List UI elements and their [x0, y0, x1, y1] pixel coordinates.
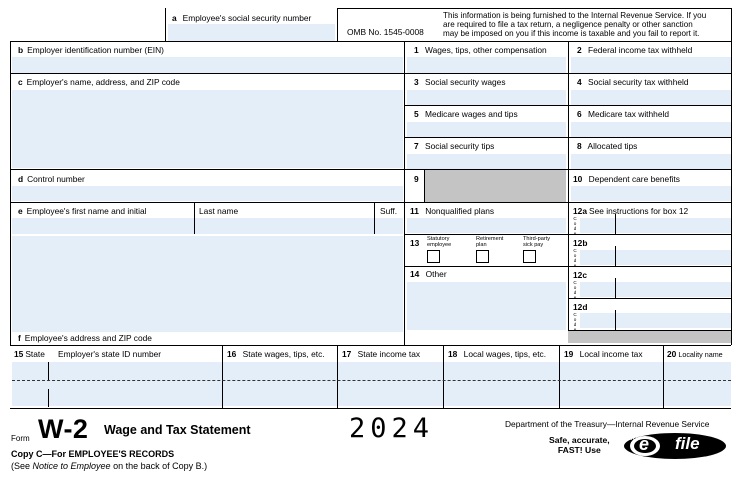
box16-text: State wages, tips, etc. [242, 349, 325, 359]
box10-input[interactable] [573, 187, 729, 200]
local-tax-input-2[interactable] [562, 389, 661, 404]
rule [568, 266, 731, 267]
box12c-code-input[interactable] [580, 283, 613, 296]
rule [615, 214, 616, 234]
rule [568, 41, 569, 204]
rule [568, 298, 731, 299]
box2-label [577, 45, 692, 55]
retirement-plan-checkbox[interactable] [476, 250, 489, 263]
third-party-sick-pay-checkbox[interactable] [523, 250, 536, 263]
box13-number: 13 [410, 238, 420, 248]
box13-label [410, 238, 423, 248]
box7-input[interactable] [409, 155, 564, 168]
suffix-label: Suff. [380, 206, 398, 216]
box18-number: 18 [448, 349, 458, 359]
efile-irs-text: IRS [629, 436, 640, 442]
irs-notice-line: may be imposed on you if this income is taxable and you fail to report it. [443, 29, 700, 38]
suffix-input[interactable] [377, 219, 402, 233]
irs-notice-line: are required to file a tax return, a negligence penalty or other sanction [443, 20, 693, 29]
state-tax-input-1[interactable] [340, 363, 441, 378]
rule [337, 345, 338, 408]
box8-label [577, 141, 637, 151]
box8-text: Allocated tips [587, 141, 638, 151]
box1-input[interactable] [409, 58, 564, 72]
statutory-employee-checkbox[interactable] [427, 250, 440, 263]
rule [404, 41, 405, 345]
box3-input[interactable] [409, 91, 564, 105]
rule [374, 202, 375, 234]
rule [404, 266, 568, 267]
box12a-code-letters: C o d e [573, 216, 577, 236]
form-title: Wage and Tax Statement [104, 423, 251, 437]
box-e-label [18, 206, 147, 216]
employer-name-input[interactable] [14, 92, 401, 166]
statutory-employee-label [427, 236, 451, 248]
rule [165, 8, 166, 42]
box12d-label [573, 302, 591, 312]
state-wages-input-1[interactable] [225, 363, 335, 378]
last-name-input[interactable] [197, 219, 372, 233]
box14-text: Other [425, 269, 447, 279]
box12c-number: 12c [573, 270, 587, 280]
form-name: W-2 [38, 414, 89, 444]
rule [194, 202, 195, 234]
box-a-text: Employee's social security number [182, 13, 312, 23]
thirdparty-line2: sick pay [523, 242, 544, 249]
box5-text: Medicare wages and tips [425, 109, 518, 119]
rule [615, 278, 616, 298]
box5-input[interactable] [409, 123, 564, 136]
box7-text: Social security tips [425, 141, 495, 151]
box12a-amount-input[interactable] [618, 219, 729, 232]
box12c-code-letters: C o d e [573, 280, 577, 300]
rule [731, 8, 732, 345]
box1-number: 1 [414, 45, 419, 55]
thirdparty-line1: Third-party [523, 236, 551, 242]
box16-number: 16 [227, 349, 237, 359]
rule [404, 105, 731, 106]
state-row-divider [12, 380, 731, 381]
form-word: Form [11, 434, 30, 443]
box12d-number: 12d [573, 302, 588, 312]
statutory-line1: Statutory [427, 236, 450, 242]
box7-label [414, 141, 494, 151]
rule [48, 362, 49, 380]
box12d-amount-input[interactable] [618, 314, 729, 327]
box4-input[interactable] [573, 91, 729, 105]
box12b-amount-input[interactable] [618, 251, 729, 264]
box14-label [410, 269, 447, 279]
box-c-label [18, 77, 180, 87]
box12d-code-input[interactable] [580, 314, 613, 327]
rule [48, 389, 49, 407]
rule [10, 169, 731, 170]
box2-text: Federal income tax withheld [588, 45, 693, 55]
ein-input[interactable] [14, 58, 401, 72]
box20-label [667, 349, 723, 360]
rule [424, 169, 425, 202]
state-code-input-1[interactable] [13, 363, 46, 378]
box-a-label [172, 13, 311, 23]
control-number-input[interactable] [14, 187, 401, 200]
box6-label [577, 109, 669, 119]
box-b-letter: b [18, 45, 24, 55]
box4-label [577, 77, 689, 87]
box4-text: Social security tax withheld [588, 77, 689, 87]
box12d-bottom-shade [568, 330, 731, 343]
box11-number: 11 [410, 206, 419, 216]
box3-text: Social security wages [425, 77, 506, 87]
box18-label [448, 349, 546, 359]
box5-label [414, 109, 518, 119]
copy-notice [11, 461, 207, 471]
box15-label [14, 349, 45, 359]
box16-label [227, 349, 325, 359]
omb-number: OMB No. 1545-0008 [347, 27, 424, 37]
box1-label [414, 45, 547, 55]
box15-number: 15 [14, 349, 24, 359]
box12a-number: 12a [573, 206, 587, 216]
box15-id-label: Employer's state ID number [58, 349, 162, 359]
box12b-code-input[interactable] [580, 251, 613, 264]
box10-text: Dependent care benefits [588, 174, 680, 184]
box12b-label [573, 238, 591, 248]
box-a-letter: a [172, 13, 177, 23]
box-e-text: Employee's first name and initial [26, 206, 147, 216]
safe-line1: Safe, accurate, [549, 435, 610, 445]
irs-notice-line: This information is being furnished to the Internal Revenue Service. If you [443, 11, 707, 20]
box17-text: State income tax [357, 349, 421, 359]
box4-number: 4 [577, 77, 582, 87]
box12d-code-letters: C o d e [573, 312, 577, 332]
box-d-label [18, 174, 85, 184]
box6-input[interactable] [573, 123, 729, 136]
state-tax-input-2[interactable] [340, 389, 441, 404]
box-f-text: Employee's address and ZIP code [24, 333, 152, 343]
box1-text: Wages, tips, other compensation [425, 45, 547, 55]
box19-number: 19 [564, 349, 574, 359]
state-id-input-1[interactable] [51, 363, 220, 378]
retirement-line2: plan [476, 242, 487, 249]
state-wages-input-2[interactable] [225, 389, 335, 404]
box10-number: 10 [573, 174, 583, 184]
locality-input-1[interactable] [666, 363, 729, 378]
box7-number: 7 [414, 141, 419, 151]
box12a-label [573, 206, 688, 216]
rule [10, 73, 731, 74]
irs-notice [443, 11, 706, 38]
rule [337, 8, 338, 42]
locality-input-2[interactable] [666, 389, 729, 404]
rule [443, 345, 444, 408]
box-b-label [18, 45, 164, 55]
irs-efile-logo [623, 432, 727, 460]
box-b-text: Employer identification number (EIN) [27, 45, 164, 55]
retirement-line1: Retirement [476, 236, 504, 242]
rule [568, 234, 731, 235]
tax-year: 2024 [349, 413, 435, 444]
box12a-code-input[interactable] [580, 219, 613, 232]
retirement-plan-label [476, 236, 503, 248]
box9-label [414, 174, 423, 184]
box3-label [414, 77, 506, 87]
third-party-sick-pay-label [523, 236, 550, 248]
rule [404, 234, 568, 235]
box6-text: Medicare tax withheld [588, 109, 669, 119]
rule [10, 202, 731, 203]
rule [10, 41, 731, 42]
employee-address-input[interactable] [14, 238, 401, 330]
box12c-amount-input[interactable] [618, 283, 729, 296]
box14-input[interactable] [409, 284, 564, 328]
rule [663, 345, 664, 408]
box15-state-text: State [25, 349, 45, 359]
copy-notice-post: on the back of Copy B.) [110, 461, 208, 471]
efile-e-text: e [639, 434, 650, 454]
rule [559, 345, 560, 408]
box12a-text: See instructions for box 12 [588, 206, 689, 216]
efile-file-text: file [675, 434, 700, 453]
state-id-input-2[interactable] [51, 389, 220, 404]
rule [337, 8, 731, 9]
box10-label [573, 174, 680, 184]
state-code-input-2[interactable] [13, 389, 46, 404]
box-e-letter: e [18, 206, 23, 216]
box11-text: Nonqualified plans [425, 206, 495, 216]
box6-number: 6 [577, 109, 582, 119]
box18-text: Local wages, tips, etc. [463, 349, 547, 359]
local-wages-input-2[interactable] [446, 389, 557, 404]
box17-number: 17 [342, 349, 352, 359]
box2-input[interactable] [573, 58, 729, 72]
box8-input[interactable] [573, 155, 729, 168]
copy-notice-pre: (See [11, 461, 33, 471]
box12b-code-letters: C o d e [573, 248, 577, 268]
box3-number: 3 [414, 77, 419, 87]
box14-number: 14 [410, 269, 420, 279]
statutory-line2: employee [427, 242, 452, 249]
box19-label [564, 349, 643, 359]
local-tax-input-1[interactable] [562, 363, 661, 378]
box11-input[interactable] [409, 219, 564, 232]
local-wages-input-1[interactable] [446, 363, 557, 378]
rule [615, 310, 616, 330]
rule [404, 137, 731, 138]
rule [568, 330, 731, 331]
box-f-label [18, 333, 152, 343]
safe-accurate-text [549, 435, 610, 455]
box9-shaded [425, 170, 566, 202]
ssn-input[interactable] [170, 25, 333, 40]
box8-number: 8 [577, 141, 582, 151]
box-d-letter: d [18, 174, 24, 184]
box12c-label [573, 270, 591, 280]
box20-number: 20 [667, 349, 677, 359]
rule [222, 345, 223, 408]
box11-label [410, 206, 494, 216]
box-c-letter: c [18, 77, 23, 87]
box-f-letter: f [18, 333, 21, 343]
rule [615, 246, 616, 266]
box2-number: 2 [577, 45, 582, 55]
box20-text: Locality name [678, 350, 723, 359]
last-name-label: Last name [199, 206, 239, 216]
box-d-text: Control number [27, 174, 85, 184]
copy-designation: Copy C—For EMPLOYEE'S RECORDS [11, 449, 175, 459]
box-c-text: Employer's name, address, and ZIP code [26, 77, 180, 87]
box5-number: 5 [414, 109, 419, 119]
box19-text: Local income tax [579, 349, 643, 359]
box17-label [342, 349, 420, 359]
treasury-department: Department of the Treasury—Internal Revenue Service [505, 419, 710, 429]
first-name-input[interactable] [14, 219, 192, 233]
rule [10, 41, 11, 345]
rule [10, 345, 731, 346]
copy-notice-em: Notice to Employee [32, 461, 111, 471]
box12b-number: 12b [573, 238, 588, 248]
box9-number: 9 [414, 174, 419, 184]
safe-line2: FAST! Use [557, 445, 601, 455]
rule [10, 408, 731, 409]
